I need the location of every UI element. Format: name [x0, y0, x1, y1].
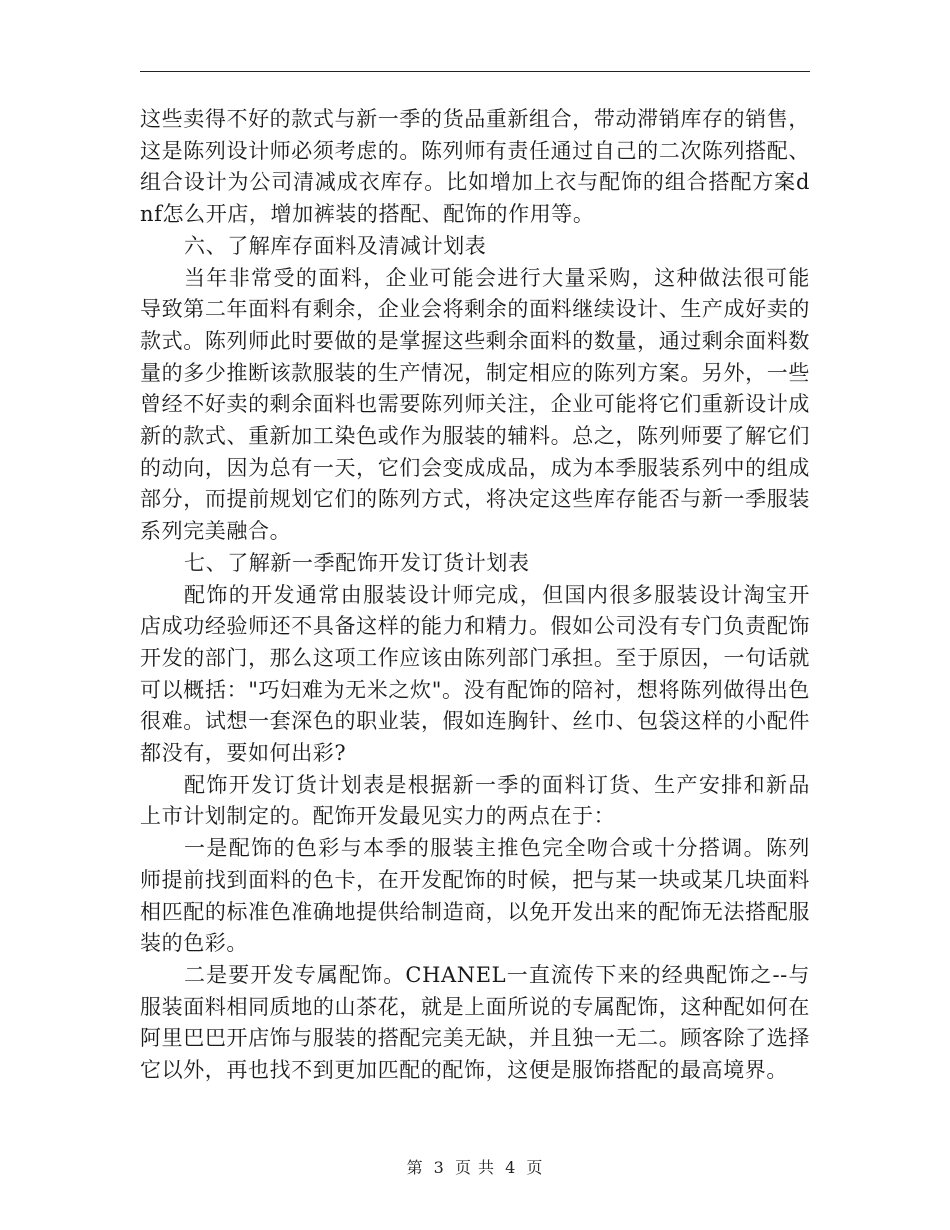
total-page-number: 4 [505, 1158, 517, 1177]
header-rule [140, 71, 810, 72]
paragraph: 当年非常受的面料，企业可能会进行大量采购，这种做法很可能导致第二年面料有剩余，企业会将剩余的面料继续设计、生产成好卖的款式。陈列师此时要做的是掌握这些剩余面料的数量，通过剩余面料数量的多少推断该款服装的生产情况，制定相应的陈列方案。另外，一些曾经不好卖的剩余面料也需要陈列师关注，企业可能将它们重新设计成新的款式、重新加工染色或作为服装的辅料。总之，陈列师要了解它们的动向，因为总有一天，它们会变成成品，成为本季服装系列中的组成部分，而提前规划它们的陈列方式，将决定这些库存能否与新一季服装系列完美融合。 [140, 265, 810, 544]
paragraph: 配饰的开发通常由服装设计师完成，但国内很多服装设计淘宝开店成功经验师还不具备这样的能力和精力。假如公司没有专门负责配饰开发的部门，那么这项工作应该由陈列部门承担。至于原因，一句话就可以概括："巧妇难为无米之炊"。没有配饰的陪衬，想将陈列做得出色很难。试想一套深色的职业装，假如连胸针、丝巾、包袋这样的小配件都没有，要如何出彩? [140, 582, 810, 766]
footer-prefix: 第 [406, 1158, 424, 1177]
page-footer [0, 1155, 950, 1178]
footer-suffix: 页 [526, 1158, 544, 1177]
footer-middle: 页 共 [454, 1158, 496, 1177]
paragraph: 这些卖得不好的款式与新一季的货品重新组合，带动滞销库存的销售，这是陈列设计师必须考虑的。陈列师有责任通过自己的二次陈列搭配、组合设计为公司清减成衣库存。比如增加上衣与配饰的组合搭配方案dnf怎么开店，增加裤装的搭配、配饰的作用等。 [140, 107, 810, 227]
body-text [140, 104, 810, 1087]
paragraph: 二是要开发专属配饰。CHANEL一直流传下来的经典配饰之--与服装面料相同质地的山茶花，就是上面所说的专属配饰，这种配如何在阿里巴巴开店饰与服装的搭配完美无缺，并且独一无二。顾客除了选择它以外，再也找不到更加匹配的配饰，这便是服饰搭配的最高境界。 [140, 962, 810, 1083]
paragraph: 一是配饰的色彩与本季的服装主推色完全吻合或十分搭调。陈列师提前找到面料的色卡，在开发配饰的时候，把与某一块或某几块面料相匹配的标准色准确地提供给制造商，以免开发出来的配饰无法搭配服装的色彩。 [140, 836, 810, 956]
section-heading: 七、了解新一季配饰开发订货计划表 [184, 550, 530, 575]
current-page-number: 3 [433, 1158, 445, 1177]
paragraph: 配饰开发订货计划表是根据新一季的面料订货、生产安排和新品上市计划制定的。配饰开发最见实力的两点在于： [140, 772, 810, 829]
section-heading: 六、了解库存面料及清减计划表 [184, 233, 487, 258]
